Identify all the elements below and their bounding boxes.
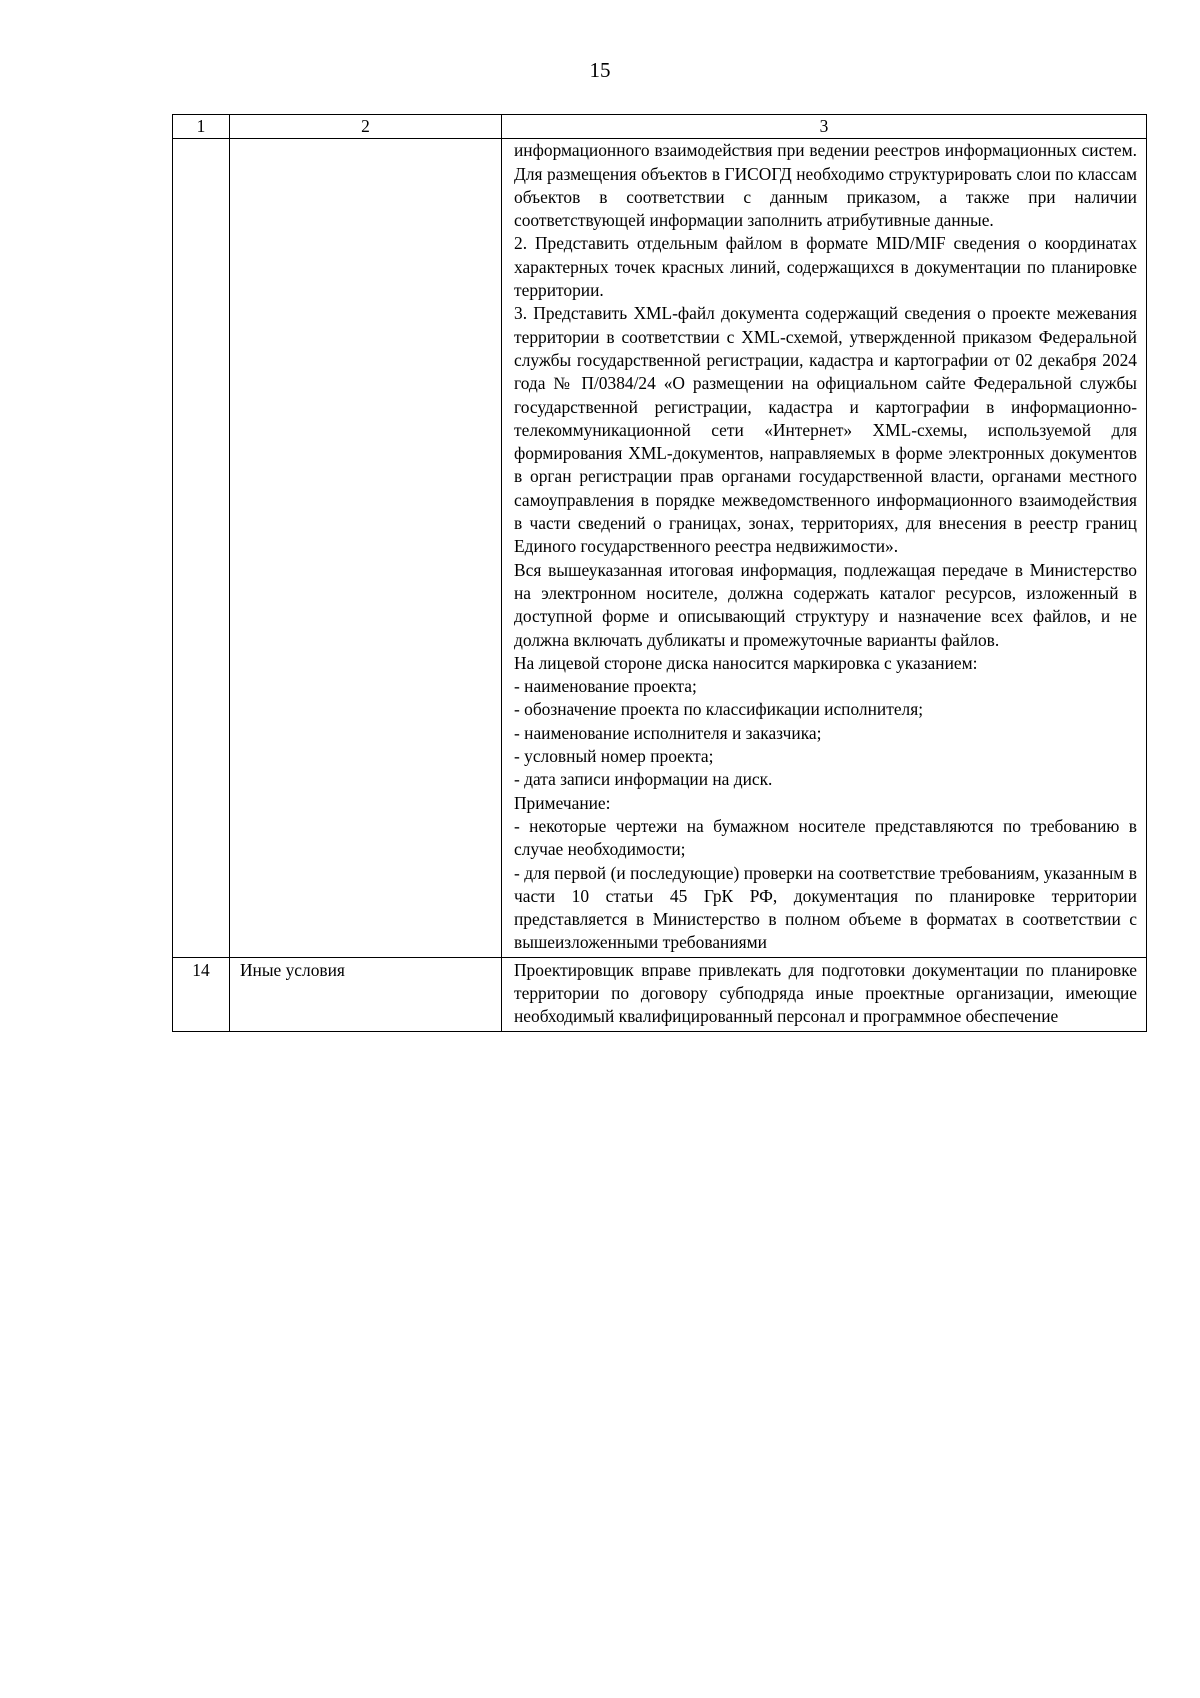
note-item: - некоторые чертежи на бумажном носителе представляются по требованию в случае необходимости; bbox=[514, 815, 1137, 860]
list-item: - дата записи информации на диск. bbox=[514, 769, 773, 790]
table-row bbox=[173, 957, 1147, 1031]
list-item: - наименование проекта; bbox=[514, 676, 697, 697]
row-content-cell bbox=[502, 139, 1147, 957]
column-header-2: 2 bbox=[230, 115, 502, 139]
paragraph-final-info: Вся вышеуказанная итоговая информация, подлежащая передаче в Министерство на электронном носителе, должна содержать каталог ресурсов, изложенный в доступной форме и описывающий структуру и назначение всех файлов, и не должна включать дубликаты и промежуточные варианты файлов. bbox=[514, 559, 1137, 650]
paragraph-gisogd: информационного взаимодействия при ведении реестров информационных систем. Для размещения объектов в ГИСОГД необходимо структурировать слои по классам объектов в соответствии с данным приказом, а также при наличии соответствующей информации заполнить атрибутивные данные. bbox=[514, 140, 1137, 231]
row-number-cell: 14 bbox=[173, 957, 230, 1031]
paragraph-item-2: 2. Представить отдельным файлом в формате MID/MIF сведения о координатах характерных точек красных линий, содержащихся в документации по планировке территории. bbox=[514, 233, 1137, 301]
row-content-cell: Проектировщик вправе привлекать для подготовки документации по планировке территории по договору субподряда иные проектные организации, имеющие необходимый квалифицированный персонал и программное обеспечение bbox=[502, 957, 1147, 1031]
column-header-1: 1 bbox=[173, 115, 230, 139]
row-name-cell: Иные условия bbox=[230, 957, 502, 1031]
list-item: - условный номер проекта; bbox=[514, 746, 714, 767]
note-heading: Примечание: bbox=[514, 792, 611, 813]
column-header-3: 3 bbox=[502, 115, 1147, 139]
table-header-row bbox=[173, 115, 1147, 139]
note-item: - для первой (и последующие) проверки на соответствие требованиям, указанным в части 10 статьи 45 ГрК РФ, документация по планировке территории представляется в Министерство в полном объеме в форматах в соответствии с вышеизложенными требованиями bbox=[514, 862, 1137, 953]
page-number: 15 bbox=[589, 58, 611, 82]
row-number-cell bbox=[173, 139, 230, 957]
row-name-cell bbox=[230, 139, 502, 957]
table-row bbox=[173, 139, 1147, 957]
paragraph-disk-marking: На лицевой стороне диска наносится маркировка с указанием: bbox=[514, 652, 978, 673]
requirements-table bbox=[172, 114, 1147, 1032]
list-item: - наименование исполнителя и заказчика; bbox=[514, 722, 822, 743]
list-item: - обозначение проекта по классификации исполнителя; bbox=[514, 699, 924, 720]
paragraph-item-3: 3. Представить XML-файл документа содержащий сведения о проекте межевания территории в соответствии с XML-схемой, утвержденной приказом Федеральной службы государственной регистрации, кадастра и картографии от 02 декабря 2024 года № П/0384/24 «О размещении на официальном сайте Федеральной службы государственной регистрации, кадастра и картографии в информационно-телекоммуникационной сети «Интернет» XML-схемы, используемой для формирования XML-документов, направляемых в форме электронных документов в орган регистрации прав органами государственной власти, органами местного самоуправления в порядке межведомственного информационного взаимодействия в части сведений о границах, зонах, территориях, для внесения в реестр границ Единого государственного реестра недвижимости». bbox=[514, 303, 1137, 557]
